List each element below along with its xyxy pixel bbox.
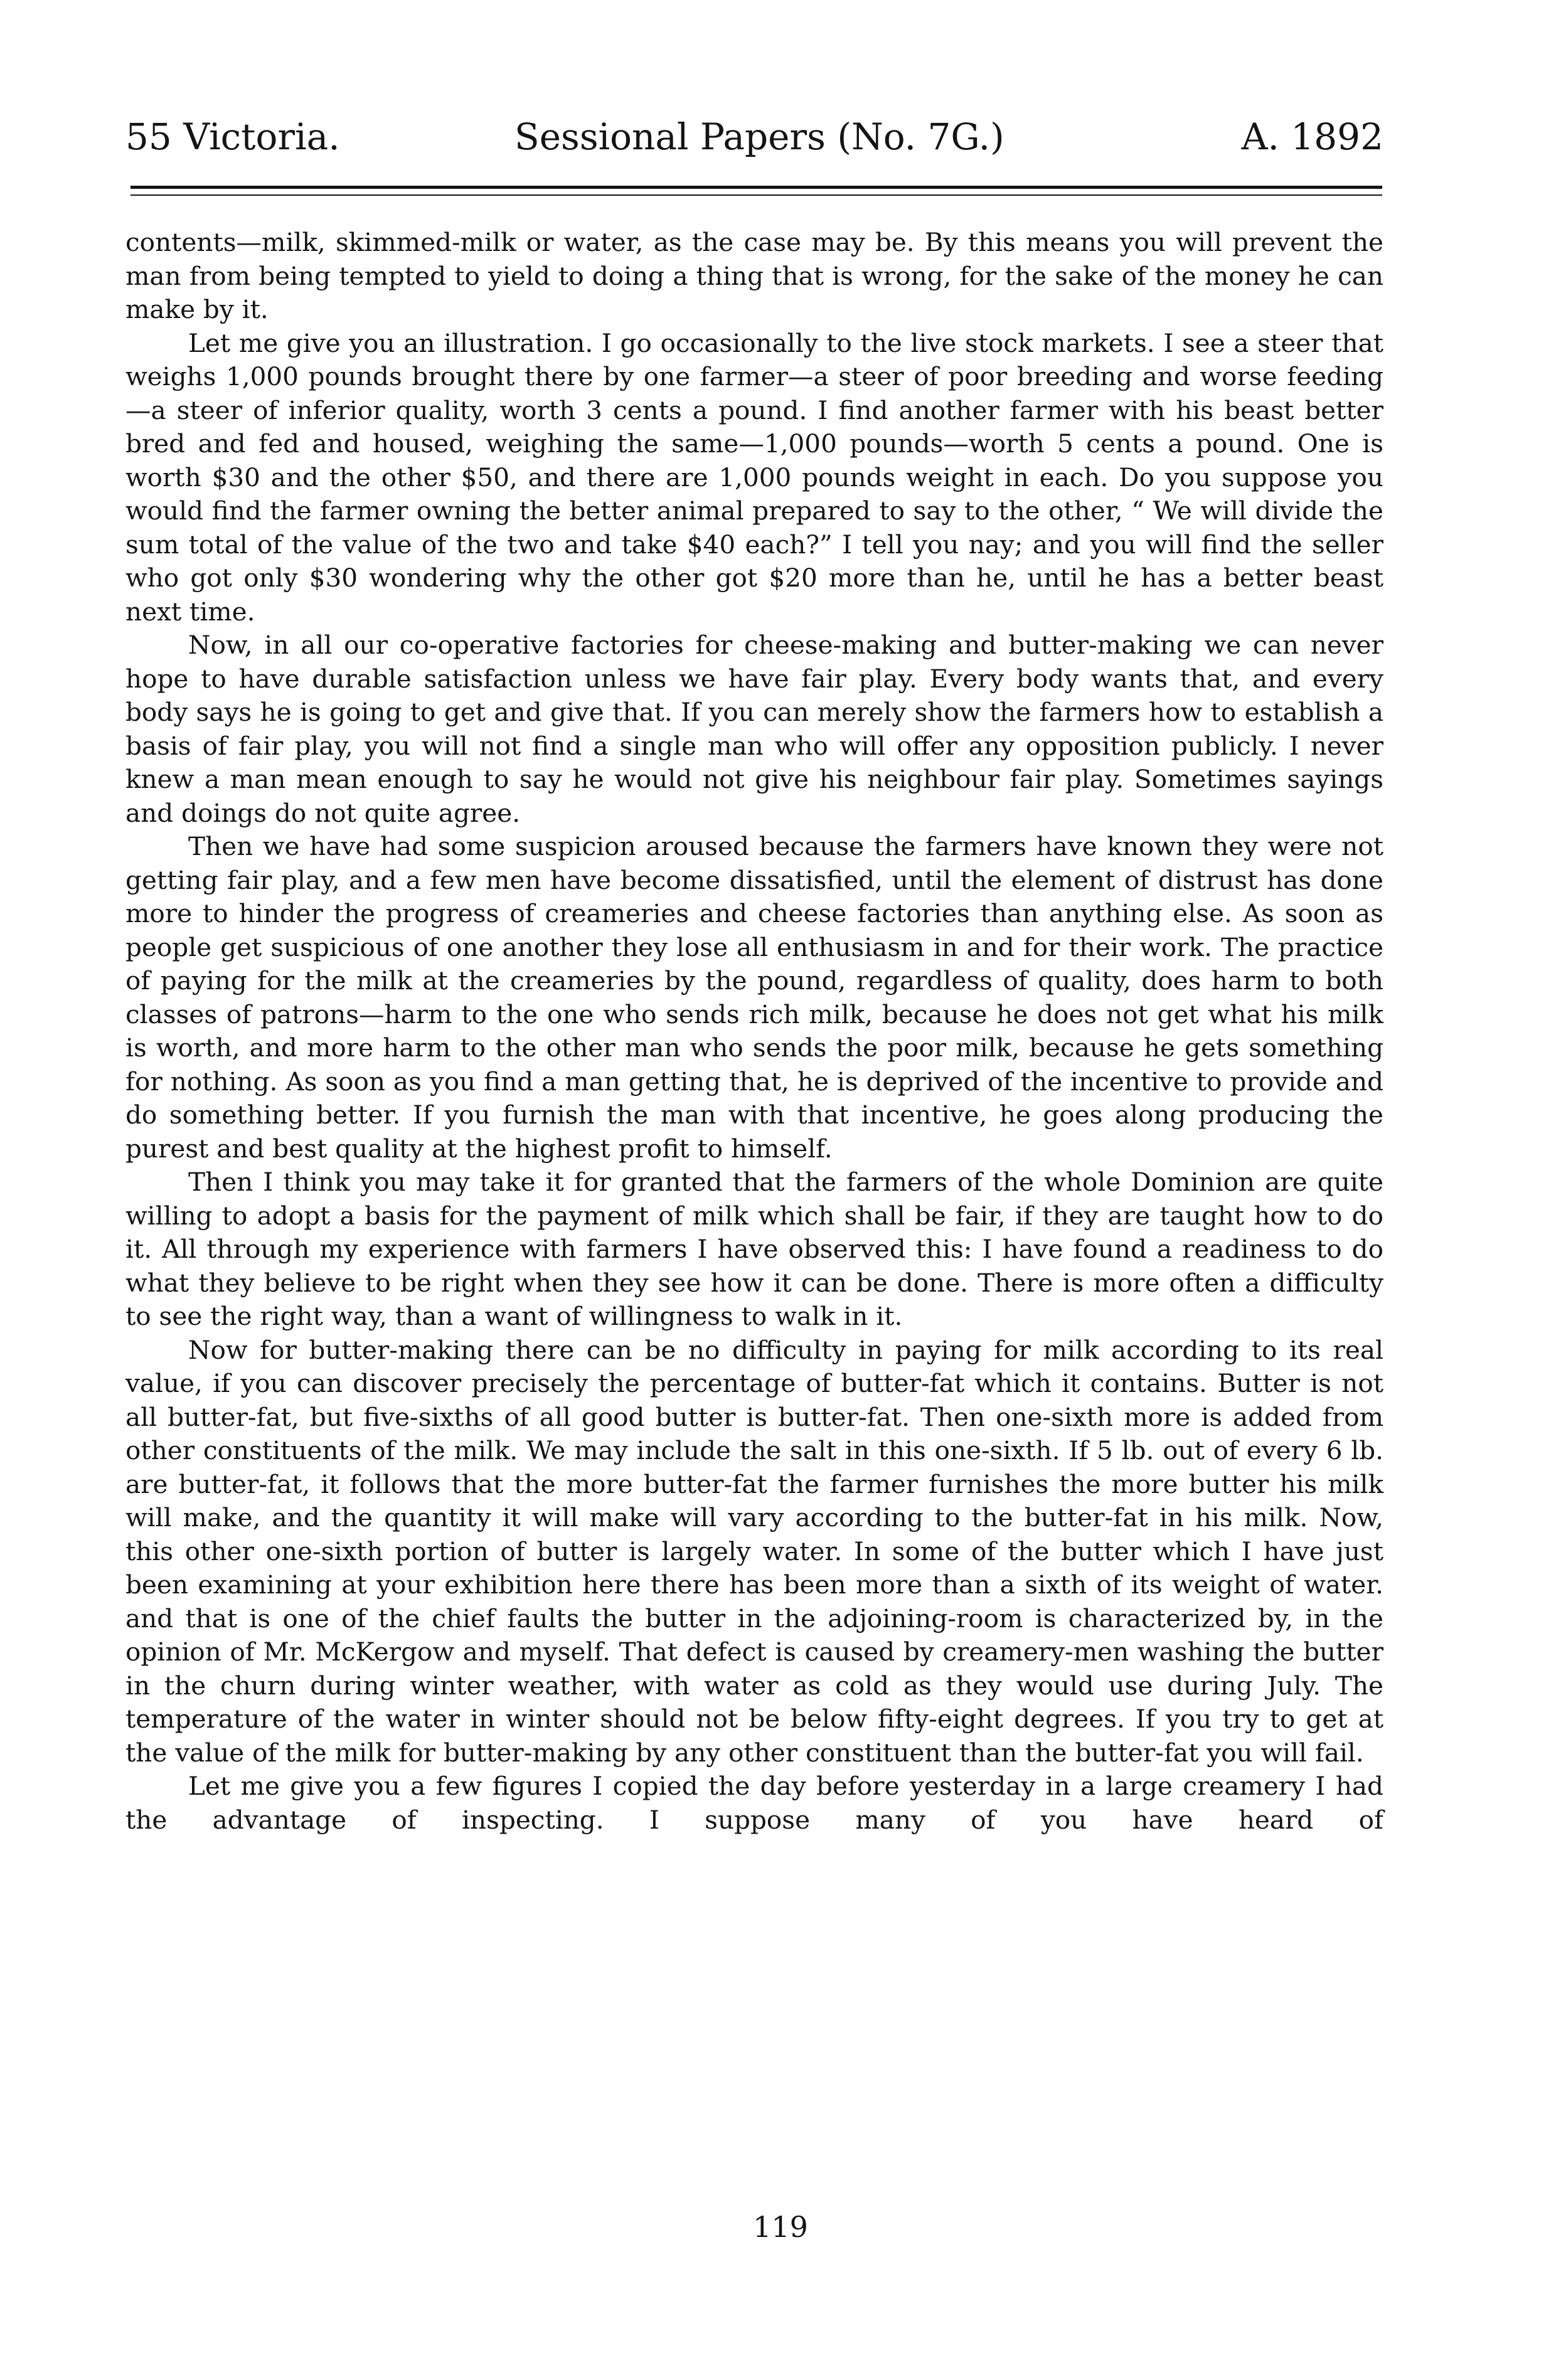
running-header xyxy=(125,112,1383,162)
header-rule-thin xyxy=(131,194,1382,196)
paragraph: contents—milk, skimmed-milk or water, as the case may be. By this means you will prevent the man from being tempted to yield to doing a thing that is wrong, for the sake of the money he can make by it. xyxy=(125,227,1383,324)
paragraph: Now for butter-making there can be no difficulty in paying for milk according to its real value, if you can discover precisely the percentage of butter-fat which it contains. Butter is not all butter-fat, but five-sixths of all good butter is butter-fat. Then one-sixth more is added from other constituents of the milk. We may include the salt in this one-sixth. If 5 lb. out of every 6 lb. are butter-fat, it follows that the more butter-fat the farmer furnishes the more butter his milk will make, and the quantity it will make will vary according to the butter-fat in his milk. Now, this other one-sixth portion of butter is largely water. In some of the butter which I have just been examining at your exhibition here there has been more than a sixth of its weight of water. and that is one of the chief faults the butter in the adjoining-room is characterized by, in the opinion of Mr. McKergow and myself. That defect is caused by creamery-men washing the butter in the churn during winter weather, with water as cold as they would use during July. The temperature of the water in winter should not be below fifty-eight degrees. If you try to get at the value of the milk for butter-making by any other constituent than the butter-fat you will fail. xyxy=(125,1334,1383,1768)
header-title: Sessional Papers (No. 7G.) xyxy=(514,115,1004,158)
paragraph: Let me give you an illustration. I go occasionally to the live stock markets. I see a steer that weighs 1,000 pounds brought there by one farmer—a steer of poor breeding and worse feeding—a steer of inferior quality, worth 3 cents a pound. I find another farmer with his beast better bred and fed and housed, weighing the same—1,000 pounds—worth 5 cents a pound. One is worth $30 and the other $50, and there are 1,000 pounds weight in each. Do you suppose you would find the farmer owning the better animal prepared to say to the other, “ We will divide the sum total of the value of the two and take $40 each?” I tell you nay; and you will find the seller who got only $30 wondering why the other got $20 more than he, until he has a better beast next time. xyxy=(125,327,1383,627)
header-year: A. 1892 xyxy=(1241,115,1383,158)
paragraph: Let me give you a few figures I copied the day before yesterday in a large creamery I had the advantage of inspecting. I suppose many of you have heard of xyxy=(125,1771,1383,1835)
header-session: 55 Victoria. xyxy=(125,115,340,158)
paragraph: Now, in all our co-operative factories for cheese-making and butter-making we can never hope to have durable satisfaction unless we have fair play. Every body wants that, and every body says he is going to get and give that. If you can merely show the farmers how to establish a basis of fair play, you will not find a single man who will offer any opposition publicly. I never knew a man mean enough to say he would not give his neighbour fair play. Sometimes sayings and doings do not quite agree. xyxy=(125,630,1383,828)
body-text xyxy=(125,226,1383,1837)
paragraph: Then we have had some suspicion aroused because the farmers have known they were not getting fair play, and a few men have become dissatisfied, until the element of distrust has done more to hinder the progress of creameries and cheese factories than anything else. As soon as people get suspicious of one another they lose all enthusiasm in and for their work. The practice of paying for the milk at the creameries by the pound, regardless of quality, does harm to both classes of patrons—harm to the one who sends rich milk, because he does not get what his milk is worth, and more harm to the other man who sends the poor milk, because he gets something for nothing. As soon as you find a man getting that, he is deprived of the incentive to provide and do something better. If you furnish the man with that incentive, he goes along producing the purest and best quality at the highest profit to himself. xyxy=(125,831,1383,1164)
page-number: 119 xyxy=(753,2210,808,2244)
paragraph: Then I think you may take it for granted that the farmers of the whole Dominion are quite willing to adopt a basis for the payment of milk which shall be fair, if they are taught how to do it. All through my experience with farmers I have observed this: I have found a readiness to do what they believe to be right when they see how it can be done. There is more often a difficulty to see the right way, than a want of willingness to walk in it. xyxy=(125,1167,1383,1331)
header-rule-thick xyxy=(131,186,1382,189)
